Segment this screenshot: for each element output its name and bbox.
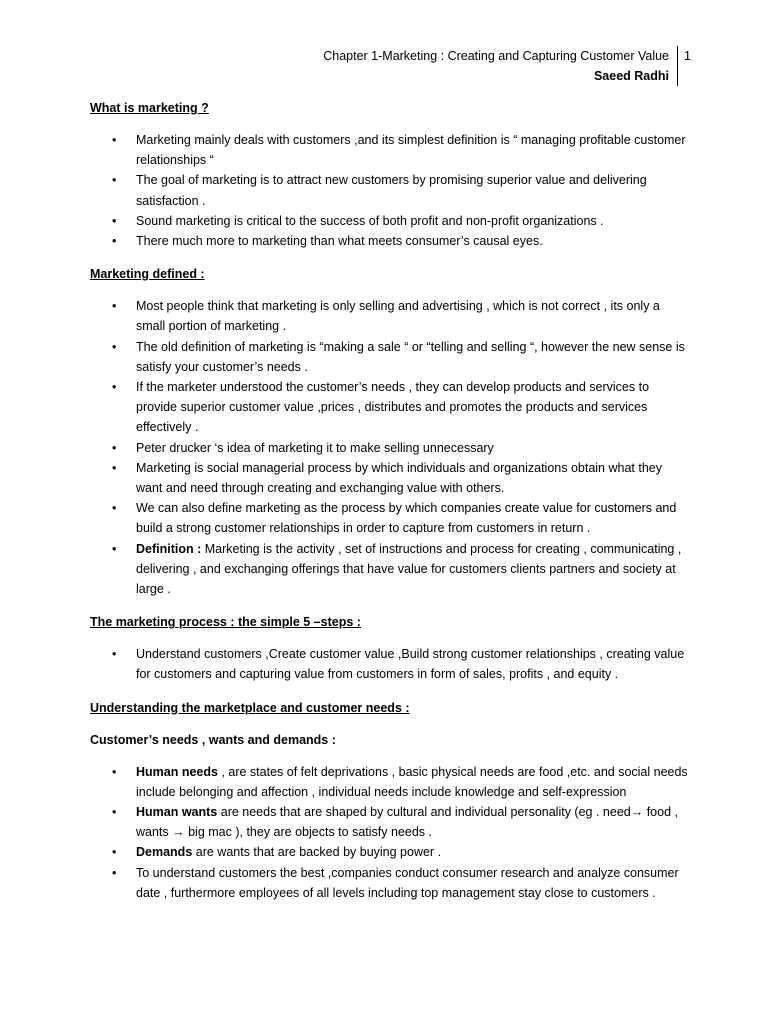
section-heading-marketing-process: The marketing process : the simple 5 –steps : [90,615,361,630]
bullet-icon: • [112,133,117,147]
section-heading-what-is-marketing: What is marketing ? [90,101,209,115]
list-item: • Definition : Marketing is the activity , set of instructions and process for creating , communicating , delivering , and exchanging offerings that have value for customers clients partners and society at large . [90,539,690,600]
list-item: • Demands are wants that are backed by buying power . [90,842,690,862]
section-heading-marketplace: Understanding the marketplace and customer needs : [90,700,410,715]
section-heading-marketing-defined: Marketing defined : [90,267,205,282]
chapter-title: Chapter 1-Marketing : Creating and Capturing Customer Value [323,49,669,63]
bullet-icon: • [112,380,117,395]
bullet-list [90,296,690,599]
bullet-icon: • [112,647,117,662]
list-item: • Peter drucker ‘s idea of marketing it to make selling unnecessary [90,438,690,458]
page-header [323,46,678,86]
bullet-list [90,130,690,251]
list-item: • There much more to marketing than what meets consumer’s causal eyes. [90,231,690,251]
list-item: • Human needs , are states of felt deprivations , basic physical needs are food ,etc. and social needs include belonging and affection , individual needs include knowledge and self-expression [90,762,690,802]
bullet-icon: • [112,339,117,354]
document-body [90,98,690,903]
bullet-icon: • [112,541,117,556]
page-number: 1 [684,49,691,63]
bullet-list [90,644,690,684]
list-item: • Sound marketing is critical to the success of both profit and non-profit organizations . [90,211,690,231]
author-name: Saeed Radhi [593,69,669,83]
bullet-icon: • [112,234,117,249]
list-item: • If the marketer understood the customer’s needs , they can develop products and services to provide superior customer value ,prices , distributes and promotes the products and services effectively . [90,377,690,438]
list-item: • The goal of marketing is to attract new customers by promising superior value and delivering satisfaction . [90,170,690,210]
list-item: • Marketing is social managerial process by which individuals and organizations obtain what they want and need through creating and exchanging value with others. [90,458,690,498]
list-item: • Marketing mainly deals with customers ,and its simplest definition is “ managing profitable customer relationships “ [90,130,690,170]
list-item: • We can also define marketing as the process by which companies create value for customers and build a strong customer relationships in order to capture from customers in return . [90,498,690,538]
bullet-icon: • [112,173,117,188]
bullet-icon: • [112,501,117,516]
bullet-icon: • [112,460,117,475]
list-item: • Understand customers ,Create customer value ,Build strong customer relationships , creating value for customers and capturing value from customers in form of sales, profits , and equity . [90,644,690,684]
bullet-icon: • [112,764,117,779]
list-item: • The old definition of marketing is “making a sale “ or “telling and selling “, however the new sense is satisfy your customer’s needs . [90,337,690,377]
subheading-needs-wants-demands: Customer’s needs , wants and demands : [90,732,336,747]
bullet-icon: • [112,213,117,228]
bullet-icon: • [112,299,117,314]
list-item: • Human wants are needs that are shaped by cultural and individual personality (eg . need→ food , wants → big mac ), they are objects to satisfy needs . [90,802,690,842]
bullet-icon: • [112,805,117,820]
bullet-list [90,762,690,903]
bullet-icon: • [112,845,117,860]
list-item: • To understand customers the best ,companies conduct consumer research and analyze consumer date , furthermore employees of all levels including top management stay close to customers . [90,863,690,903]
list-item: • Most people think that marketing is only selling and advertising , which is not correct , its only a small portion of marketing . [90,296,690,336]
bullet-icon: • [112,865,117,880]
definition-label: Definition : [136,541,202,556]
bullet-icon: • [112,440,117,455]
